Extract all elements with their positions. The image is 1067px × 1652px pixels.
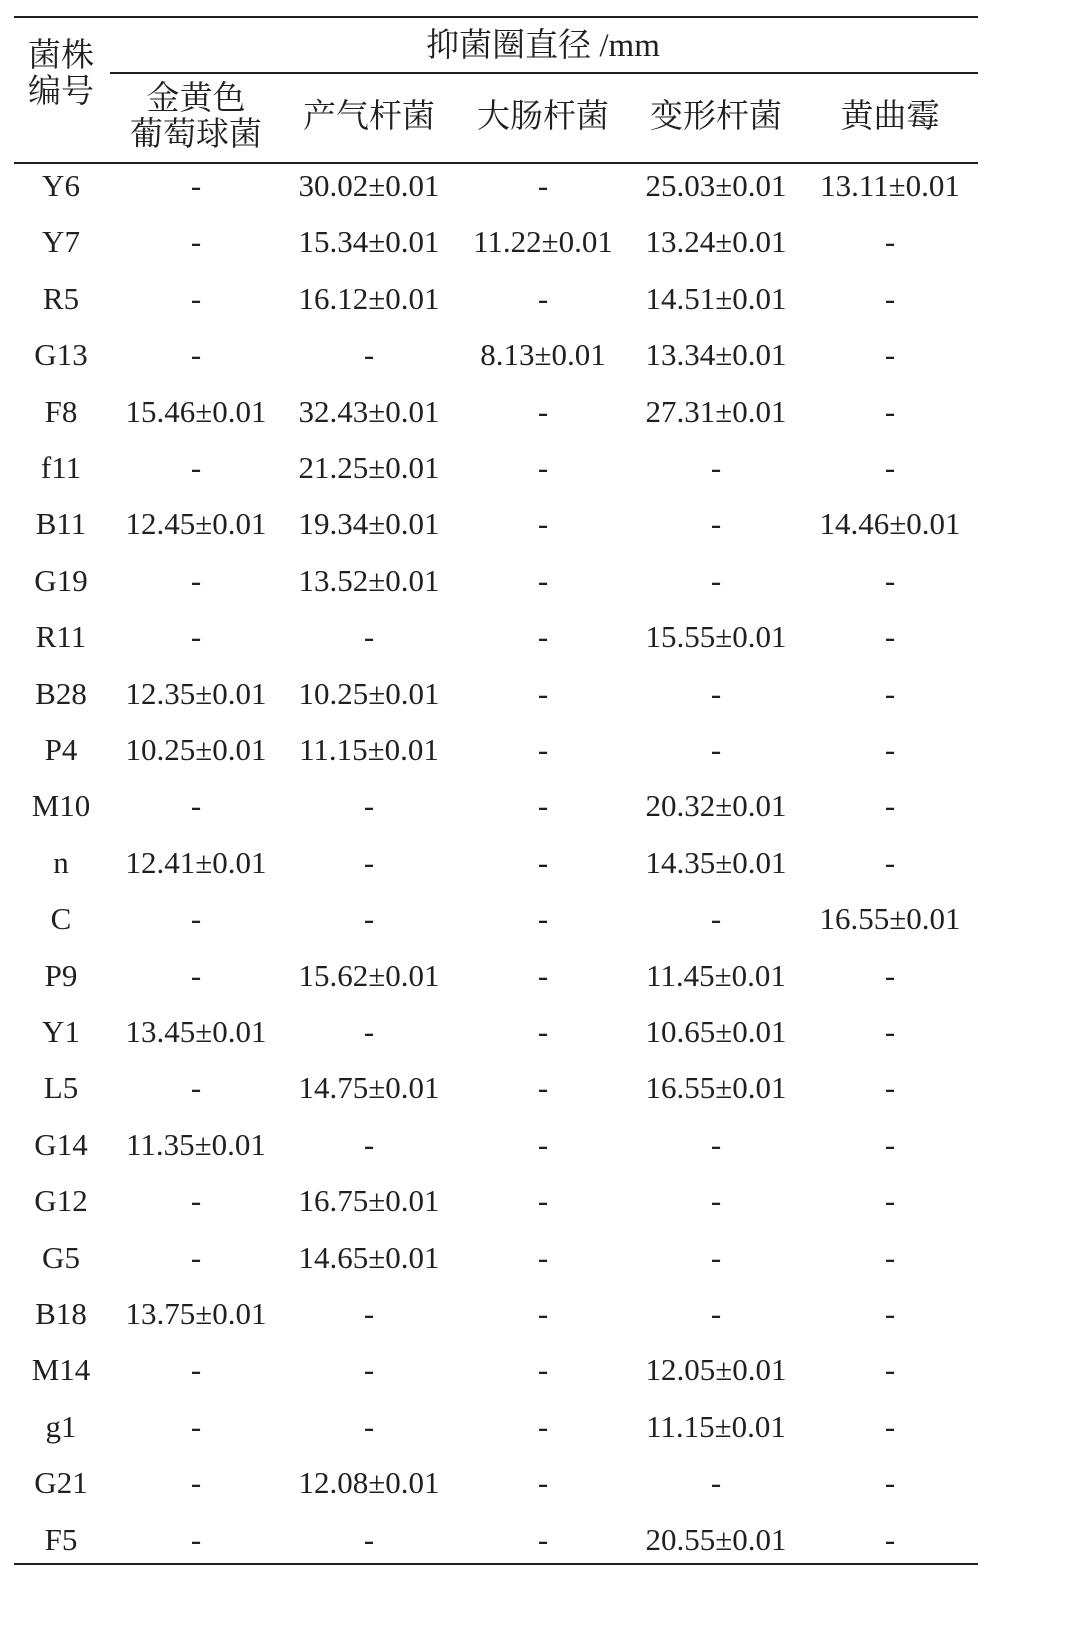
table-cell: - [884,1014,896,1049]
strain-id: G19 [34,562,88,598]
table-cell: - [190,788,202,824]
table-cell: - [363,1014,375,1049]
table-cell: - [710,1183,722,1219]
table-cell: 11.35±0.01 [126,1126,266,1162]
table-cell: - [537,1521,549,1557]
table-cell: - [884,844,896,880]
table-cell: - [363,1296,375,1331]
table-cell: 19.34±0.01 [298,506,440,542]
table-cell: 21.25±0.01 [298,450,440,485]
table-cell: - [884,1183,896,1219]
table-cell: - [190,337,202,373]
table-cell: - [884,280,896,316]
table-top-rule [14,16,978,18]
table-cell: - [710,450,722,485]
table-cell: - [190,1352,202,1388]
table-cell: - [537,844,549,880]
table-cell: - [710,1126,722,1162]
strain-id: G13 [34,337,88,373]
table-cell: - [537,506,549,542]
table-cell: - [710,901,722,937]
table-cell: - [537,280,549,316]
table-cell: - [537,619,549,655]
table-cell: - [363,844,375,880]
table-cell: - [884,1352,896,1388]
table-cell: - [363,1521,375,1557]
table-cell: - [884,1296,896,1331]
table-cell: - [884,619,896,655]
table-cell: - [884,393,896,429]
header-column-label: 产气杆菌 [303,99,435,135]
strain-id: f11 [40,450,82,485]
table-cell: - [710,1239,722,1275]
strain-id: Y6 [42,168,80,203]
header-group-rule [110,72,978,74]
strain-id: B18 [35,1296,87,1331]
table-cell: 13.34±0.01 [645,337,787,373]
table-cell: 14.46±0.01 [819,506,961,542]
strain-id: Y1 [42,1014,80,1049]
table-cell: - [537,1183,549,1219]
strain-id: G21 [34,1465,88,1501]
strain-id: F8 [44,393,78,429]
strain-id: P9 [44,957,78,993]
header-bottom-rule [14,162,978,164]
table-cell: 10.65±0.01 [645,1014,787,1049]
table-cell: - [710,1296,722,1331]
table-cell: - [537,1070,549,1106]
strain-id: g1 [45,1408,77,1444]
table-cell: - [537,450,549,485]
table-cell: - [190,1070,202,1106]
table-cell: 25.03±0.01 [645,168,787,203]
table-cell: - [537,1408,549,1444]
table-cell: 12.05±0.01 [645,1352,787,1388]
table-cell: 14.65±0.01 [298,1239,440,1275]
strain-id: Y7 [42,224,80,260]
table-cell: 15.46±0.01 [125,393,267,429]
table-cell: - [190,450,202,485]
table-cell: - [363,619,375,655]
header-column-label: 金黄色 [146,81,246,117]
strain-id: M14 [31,1352,91,1388]
table-cell: - [884,788,896,824]
table-cell: - [884,337,896,373]
table-cell: - [884,675,896,711]
table-cell: 27.31±0.01 [645,393,787,429]
table-bottom-rule [14,1563,978,1565]
table-cell: 14.75±0.01 [298,1070,440,1106]
table-cell: 13.11±0.01 [820,168,960,203]
table-cell: - [537,393,549,429]
strain-id: n [53,844,69,880]
table-cell: 13.45±0.01 [125,1014,267,1049]
table-cell: 16.55±0.01 [645,1070,787,1106]
strain-id: B28 [35,675,87,711]
table-cell: - [537,732,549,767]
table-cell: - [710,1465,722,1501]
table-cell: 10.25±0.01 [298,675,440,711]
table-cell: - [884,957,896,993]
strain-id: F5 [44,1521,78,1557]
table-cell: - [363,1352,375,1388]
strain-id: C [50,901,72,937]
table-cell: - [363,1408,375,1444]
table-cell: 11.22±0.01 [473,224,613,260]
table-cell: 30.02±0.01 [298,168,440,203]
strain-id: B11 [35,506,87,542]
table-cell: - [710,732,722,767]
table-cell: - [884,450,896,485]
header-column-label: 葡萄球菌 [130,117,262,153]
table-cell: 12.35±0.01 [125,675,267,711]
table-cell: 8.13±0.01 [480,337,606,373]
table-cell: - [537,788,549,824]
table-cell: - [190,562,202,598]
table-cell: - [537,957,549,993]
strain-id: R11 [35,619,87,655]
table-cell: - [884,1521,896,1557]
header-column-label: 大肠杆菌 [477,99,609,135]
strain-id: L5 [43,1070,79,1106]
table-cell: - [537,1239,549,1275]
table-cell: 10.25±0.01 [125,732,267,767]
table-cell: - [537,675,549,711]
table-cell: 11.15±0.01 [646,1408,786,1444]
header-column-label: 变形杆菌 [650,99,782,135]
table-cell: 11.45±0.01 [646,957,786,993]
strain-id: G14 [34,1126,88,1162]
table-cell: - [363,788,375,824]
table-cell: - [884,562,896,598]
table-cell: - [190,619,202,655]
table-cell: - [190,1521,202,1557]
strain-id: G12 [34,1183,88,1219]
strain-id: M10 [31,788,91,824]
table-cell: - [537,1126,549,1162]
table-cell: - [190,1239,202,1275]
table-cell: - [190,168,202,203]
table-cell: 13.52±0.01 [298,562,440,598]
table-cell: - [537,901,549,937]
table-cell: 20.55±0.01 [645,1521,787,1557]
table-cell: - [884,1465,896,1501]
table-cell: - [363,337,375,373]
table-cell: - [190,957,202,993]
table-cell: - [710,562,722,598]
table-cell: 12.08±0.01 [298,1465,440,1501]
table-cell: - [884,732,896,767]
table-cell: - [190,224,202,260]
table-cell: - [190,901,202,937]
table-cell: - [884,1070,896,1106]
table-cell: 20.32±0.01 [645,788,787,824]
header-strain-label: 编号 [28,74,94,110]
table-cell: - [537,1296,549,1331]
table-cell: 32.43±0.01 [298,393,440,429]
table-cell: - [710,675,722,711]
table-cell: 16.12±0.01 [298,280,440,316]
table-cell: 12.45±0.01 [125,506,267,542]
strain-id: R5 [42,280,80,316]
table-cell: 14.51±0.01 [645,280,787,316]
table-cell: - [884,1239,896,1275]
header-group-label: 抑菌圈直径 /mm [426,28,660,64]
table-cell: 15.62±0.01 [298,957,440,993]
strain-id: P4 [44,732,78,767]
header-column-label: 黄曲霉 [840,99,940,135]
table-cell: - [537,1465,549,1501]
table-cell: - [190,1408,202,1444]
header-strain-label: 菌株 [28,38,94,74]
table-cell: 13.24±0.01 [645,224,787,260]
table-cell: - [537,562,549,598]
table-cell: 16.75±0.01 [298,1183,440,1219]
table-cell: - [190,1465,202,1501]
table-cell: - [884,224,896,260]
table-cell: - [884,1126,896,1162]
table-cell: - [884,1408,896,1444]
table-cell: 12.41±0.01 [125,844,267,880]
table-cell: - [537,1352,549,1388]
table-cell: - [363,901,375,937]
table-cell: 13.75±0.01 [125,1296,267,1331]
table-cell: - [190,1183,202,1219]
table-cell: 11.15±0.01 [299,732,439,767]
table-cell: - [190,280,202,316]
table-cell: 16.55±0.01 [819,901,961,937]
table-cell: 15.55±0.01 [645,619,787,655]
strain-id: G5 [42,1239,80,1275]
table-cell: 15.34±0.01 [298,224,440,260]
table-cell: - [363,1126,375,1162]
table-cell: - [537,1014,549,1049]
table-cell: - [537,168,549,203]
table-cell: - [710,506,722,542]
table-cell: 14.35±0.01 [645,844,787,880]
